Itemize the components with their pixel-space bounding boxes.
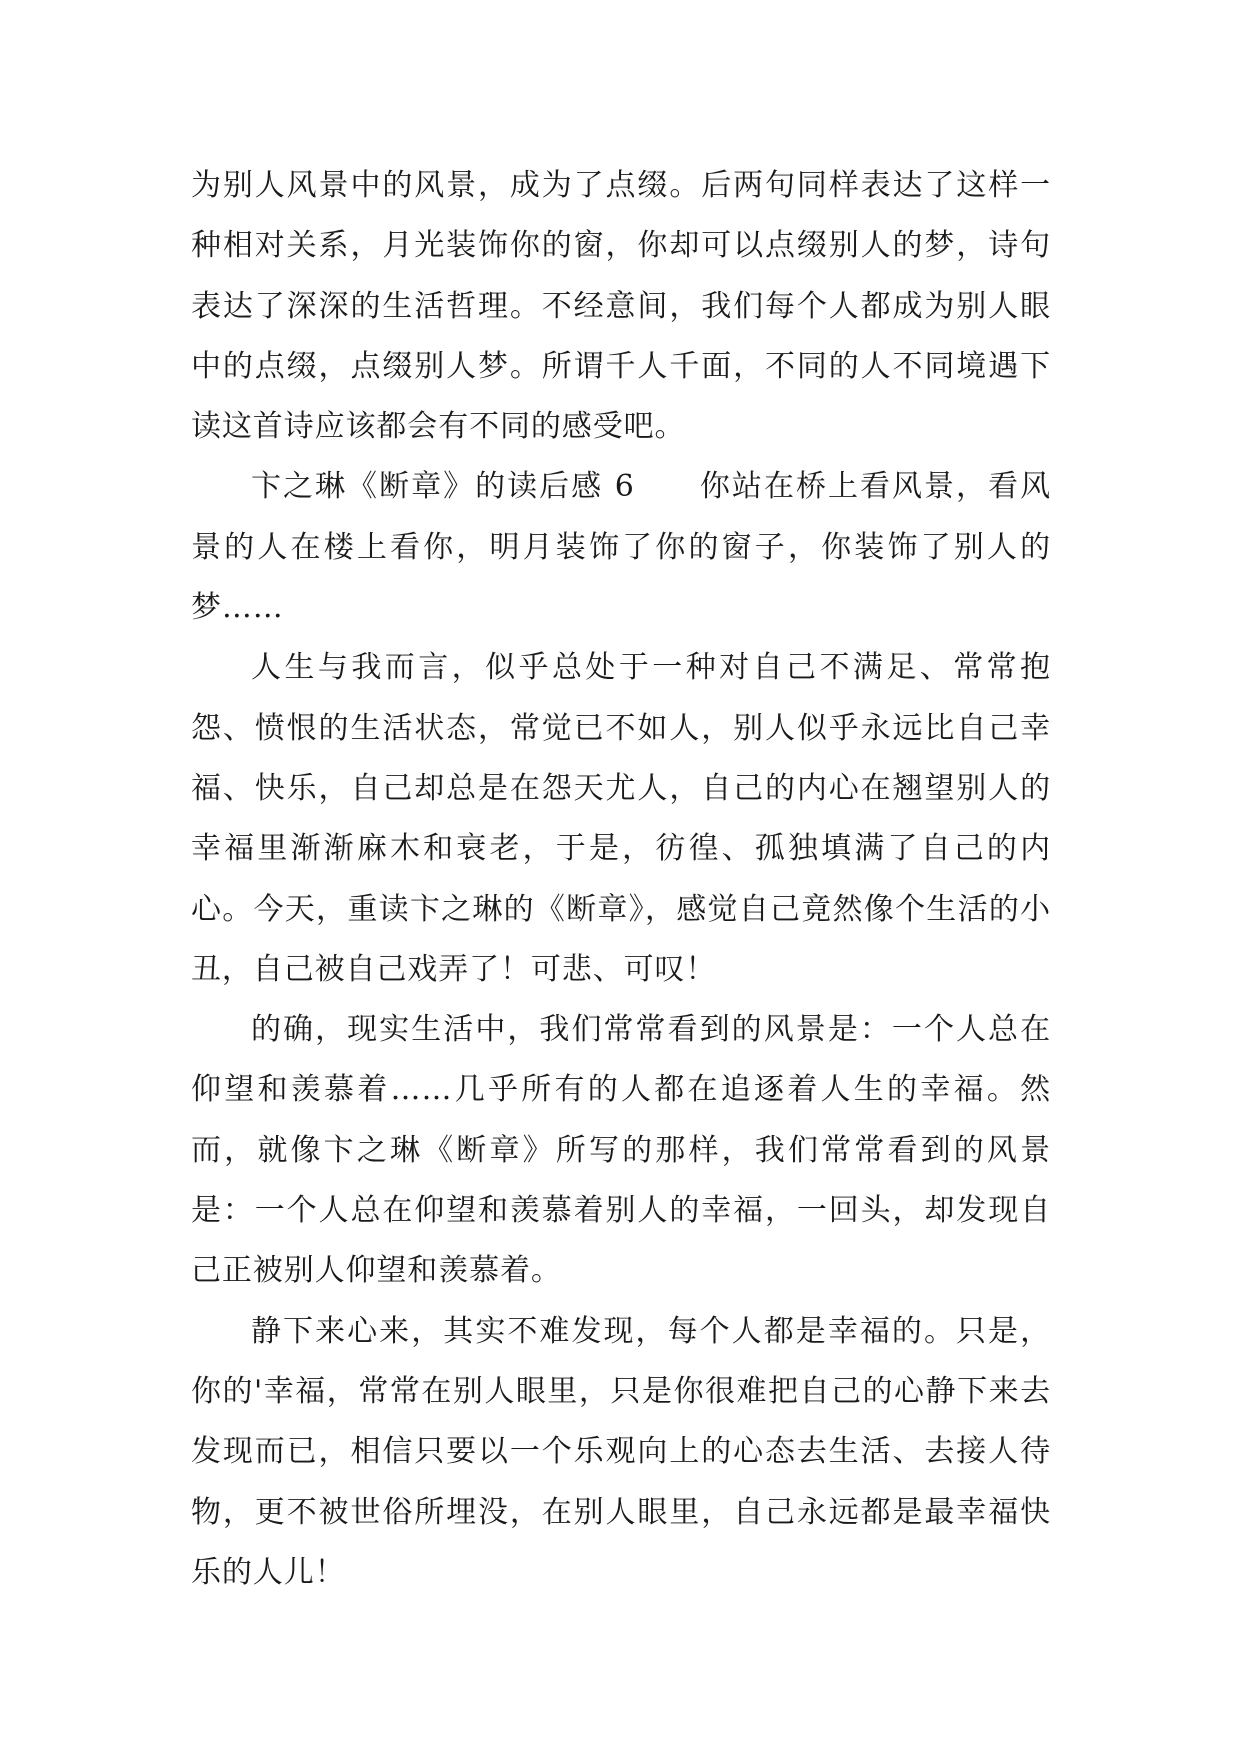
document-body xyxy=(191,156,1051,1603)
paragraph-title-and-poem: 卞之琳《断章》的读后感 6 你站在桥上看风景，看风景的人在楼上看你，明月装饰了你的窗子，你装饰了别人的梦…… xyxy=(191,469,1051,626)
paragraph-conclusion: 静下来心来，其实不难发现，每个人都是幸福的。只是，你的'幸福，常常在别人眼里，只是你很难把自己的心静下来去发现而已，相信只要以一个乐观向上的心态去生活、去接人待物，更不被世俗所埋没，在别人眼里，自己永远都是最幸福快乐的人儿！ xyxy=(191,1313,1051,1590)
paragraph-life-reflection: 人生与我而言，似乎总处于一种对自己不满足、常常抱怨、愤恨的生活状态，常觉已不如人，别人似乎永远比自己幸福、快乐，自己却总是在怨天尤人，自己的内心在翘望别人的幸福里渐渐麻木和衰老，于是，彷徨、孤独填满了自己的内心。今天，重读卞之琳的《断章》，感觉自己竟然像个生活的小丑，自己被自己戏弄了！可悲、可叹！ xyxy=(191,650,1051,987)
paragraph-reality: 的确，现实生活中，我们常常看到的风景是：一个人总在仰望和羡慕着……几乎所有的人都在追逐着人生的幸福。然而，就像卞之琳《断章》所写的那样，我们常常看到的风景是：一个人总在仰望和羡慕着别人的幸福，一回头，却发现自己正被别人仰望和羡慕着。 xyxy=(191,1012,1051,1289)
paragraph-continuation: 为别人风景中的风景，成为了点缀。后两句同样表达了这样一种相对关系，月光装饰你的窗，你却可以点缀别人的梦，诗句表达了深深的生活哲理。不经意间，我们每个人都成为别人眼中的点缀，点缀别人梦。所谓千人千面，不同的人不同境遇下读这首诗应该都会有不同的感受吧。 xyxy=(191,168,1051,445)
